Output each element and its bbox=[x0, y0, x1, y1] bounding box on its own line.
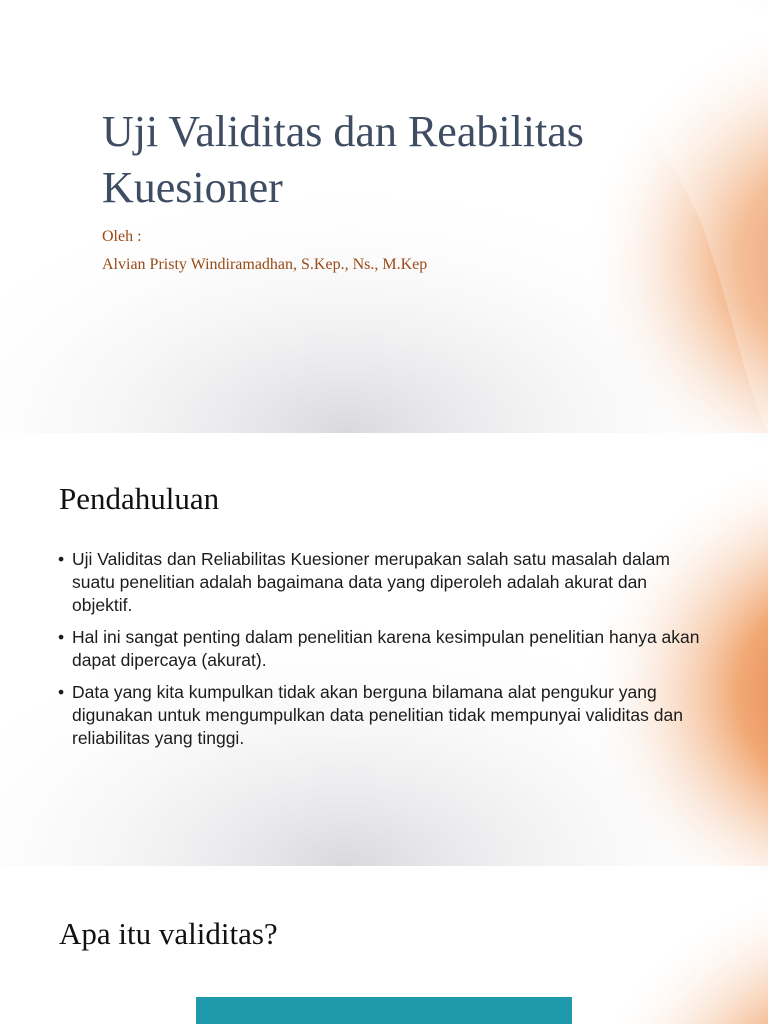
bullet-dot-icon: • bbox=[58, 549, 65, 569]
author-label: Oleh : bbox=[102, 228, 142, 245]
presentation-title: Uji Validitas dan Reabilitas Kuesioner bbox=[102, 107, 584, 212]
bullet-dot-icon: • bbox=[58, 627, 65, 647]
author-name: Alvian Pristy Windiramadhan, S.Kep., Ns., M.Kep bbox=[102, 256, 428, 273]
slide-heading: Apa itu validitas? bbox=[59, 916, 278, 951]
slide-title bbox=[0, 0, 768, 433]
bullet-item: • Hal ini sangat penting dalam penelitian karena kesimpulan penelitian hanya akan dapat dipercaya (akurat). bbox=[58, 627, 700, 670]
bullet-list bbox=[58, 548, 708, 759]
bullet-item: • Uji Validitas dan Reliabilitas Kuesioner merupakan salah satu masalah dalam suatu penelitian adalah bagaimana data yang diperoleh adalah akurat dan objektif. bbox=[58, 549, 670, 615]
bullet-item: • Data yang kita kumpulkan tidak akan berguna bilamana alat pengukur yang digunakan untuk mengumpulkan data penelitian tidak mempunyai validitas dan reliabilitas yang tinggi. bbox=[58, 682, 683, 748]
slide-heading: Pendahuluan bbox=[59, 481, 220, 516]
slide-validity bbox=[0, 866, 768, 1024]
bullet-dot-icon: • bbox=[58, 682, 65, 702]
slide-introduction bbox=[0, 433, 768, 866]
accent-box bbox=[196, 997, 572, 1024]
